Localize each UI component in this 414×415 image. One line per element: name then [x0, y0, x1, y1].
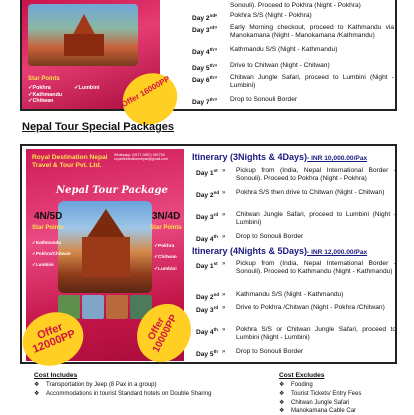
day-label: Day 3rd — [192, 25, 215, 35]
day-label: Day 3rd — [196, 212, 219, 222]
poster-place: ✓Pokhra/Chitwan — [32, 251, 71, 256]
day-label: Day 2nd — [192, 13, 216, 23]
itinerary-text: Pokhra S/S then drive to Chitwan (Night - Chitwan) — [236, 189, 385, 196]
day-label: Day 2nd — [196, 190, 220, 200]
temple-base-image — [64, 34, 104, 56]
itinerary-text: Pokhra S/S or Chitwan Jungle Safari, proceed to Lumbini (Night - Lumbini) — [236, 326, 396, 342]
cost-exclude-item: ❖ Tourist Tickets/ Entry Fees — [279, 391, 362, 397]
offer-badge-left: Offer 12000PP — [15, 303, 92, 374]
itinerary-text: Early Morning checkout, proceed to Kathmandu via Manokamana (Night - Manokamana /Kathmandu) — [230, 24, 394, 40]
day-label: Day 3rd — [196, 305, 219, 315]
itinerary-text: Kathmandu S/S (Night - Kathmandu) — [236, 291, 344, 298]
diamond-bullet-icon: ❖ — [279, 408, 285, 414]
thumbnail-image — [82, 295, 104, 319]
itinerary-title: Itinerary (3Nights & 4Days)- INR 10,000.00/Pax — [192, 152, 368, 162]
day-label: Day 7th — [192, 97, 214, 107]
diamond-bullet-icon: ❖ — [34, 382, 40, 388]
star-points-left: Star Points — [32, 225, 64, 231]
poster-place: ✓Pokhra — [154, 244, 175, 249]
thumbnail-image — [106, 295, 128, 319]
day-label: Day 1st — [196, 261, 218, 271]
section-title: Nepal Tour Special Packages — [22, 121, 175, 133]
contact-info: Whatsapp: (0977-9857) 062750 royaldestinationnepal@gmail.com — [114, 153, 168, 162]
itinerary-text: Drive to Chitwan (Night - Chitwan) — [230, 62, 330, 69]
duration-left: 4N/5D — [34, 211, 63, 222]
arrow-bullet-icon: » — [214, 13, 218, 19]
arrow-bullet-icon: » — [214, 75, 218, 81]
diamond-bullet-icon: ❖ — [279, 391, 285, 397]
day-label: Day 5th — [196, 349, 218, 359]
itinerary-text: Kathmandu S/S (Night - Kathmandu) — [230, 46, 338, 53]
day-label: Day 5th — [192, 63, 214, 73]
arrow-bullet-icon: » — [222, 305, 226, 311]
arrow-bullet-icon: » — [222, 212, 226, 218]
itinerary-text: Pokhra S/S (Night - Pokhra) — [230, 12, 312, 19]
cost-exclude-item: ❖ Fooding — [279, 382, 313, 388]
cost-include-item: ❖ Transportation by Jeep (8 Pax in a group) — [34, 382, 157, 388]
poster-places-right — [154, 241, 177, 275]
cost-exclude-item: ❖ Chitwan Jungle Safari — [279, 400, 350, 406]
day-label: Day 2nd — [196, 292, 220, 302]
itinerary-price: - INR 12,000.00/Pax — [307, 249, 368, 256]
itinerary-text: Drop to Sonouli Border — [236, 348, 304, 355]
itinerary-text: Chitwan Jungle Safari, proceed to Lumbini (Night - Lumbini) — [230, 74, 394, 90]
itinerary-text: Drive to Pokhra /Chitwan (Night - Pokhra /Chitwan) — [236, 304, 385, 311]
itinerary-text: Pickup from (India, Nepal International Border - Sonouli). Proceed to Kathmandu (Night - Kathmandu) — [236, 260, 396, 276]
poster-place: ✓Chitwan — [154, 255, 177, 261]
cost-excludes-title: Cost Excludes — [279, 372, 325, 379]
cost-exclude-item: ❖ Manokamana Cable Car — [279, 408, 357, 414]
brand-name: Royal Destination Nepal Travel & Tour Pvt. Ltd. — [32, 154, 108, 169]
itinerary-text: Chitwan Jungle Safari, proceed to Lumbini (Night - Lumbini) — [236, 211, 396, 227]
pagoda-roof-image — [86, 209, 126, 239]
itinerary-text: Pickup from (India, Nepal International Border - Sonouli). Proceed to Pokhra (Night - Pokhra) — [236, 167, 396, 183]
arrow-bullet-icon: » — [222, 168, 226, 174]
poster-title: Nepal Tour Package — [56, 185, 168, 196]
diamond-bullet-icon: ❖ — [279, 382, 285, 388]
previous-package-block — [20, 0, 397, 111]
arrow-bullet-icon: » — [222, 327, 226, 333]
arrow-bullet-icon: » — [214, 25, 218, 31]
pagoda-body-image — [82, 237, 130, 277]
star-points-label: Star Points — [28, 76, 60, 82]
poster-place: ✓Lumbini — [74, 85, 100, 91]
poster-places-right — [74, 85, 99, 91]
itinerary-title: Itinerary (4Nights & 5Days)- INR 12,000.00/Pax — [192, 246, 368, 256]
arrow-bullet-icon: » — [222, 349, 226, 355]
package-block — [20, 144, 397, 364]
poster-place: ✓Lumbini — [154, 266, 177, 272]
day-label: Day 4th — [196, 234, 218, 244]
duration-right: 3N/4D — [152, 211, 181, 222]
itinerary-text: Drop to Sonouli Border — [230, 96, 298, 103]
poster-place: ✓Lumbini — [32, 262, 54, 267]
poster-places-left — [32, 237, 71, 270]
arrow-bullet-icon: » — [214, 47, 218, 53]
star-points-right: Star Points — [150, 225, 182, 231]
itinerary-price: - INR 10,000.00/Pax — [307, 155, 368, 162]
day-label: Day 4th — [196, 327, 218, 337]
diamond-bullet-icon: ❖ — [34, 391, 40, 397]
day-label: Day 1st — [196, 168, 218, 178]
arrow-bullet-icon: » — [222, 234, 226, 240]
previous-package-poster — [22, 0, 172, 110]
poster-place: ✓Chitwan — [28, 98, 54, 105]
arrow-bullet-icon: » — [214, 63, 218, 69]
poster-place: ✓Pokhra — [28, 85, 51, 91]
cost-include-item: ❖ Accommodations in tourist Standard hotels on Double Sharing — [34, 391, 212, 397]
poster-place: ✓Kathmandu — [28, 91, 63, 98]
poster-places-left — [28, 85, 62, 105]
day-label: Day 4th — [192, 47, 214, 57]
cost-includes-title: Cost Includes — [34, 372, 78, 379]
package-poster — [26, 149, 184, 361]
arrow-bullet-icon: » — [222, 261, 226, 267]
poster-place: ✓Kathmandu — [32, 240, 62, 245]
arrow-bullet-icon: » — [222, 292, 226, 298]
arrow-bullet-icon: » — [214, 97, 218, 103]
day-label: Day 6th — [192, 75, 214, 85]
itinerary-text: Drop to Sonouli Border — [236, 233, 304, 240]
offer-badge: Offer 16000PP — [113, 63, 186, 134]
itinerary-text: Sonouli). Proceed to Pokhra (Night - Pokhra) — [230, 2, 361, 9]
diamond-bullet-icon: ❖ — [279, 400, 285, 406]
offer-badge-right: Offer 10000PP — [127, 294, 201, 371]
arrow-bullet-icon: » — [222, 190, 226, 196]
